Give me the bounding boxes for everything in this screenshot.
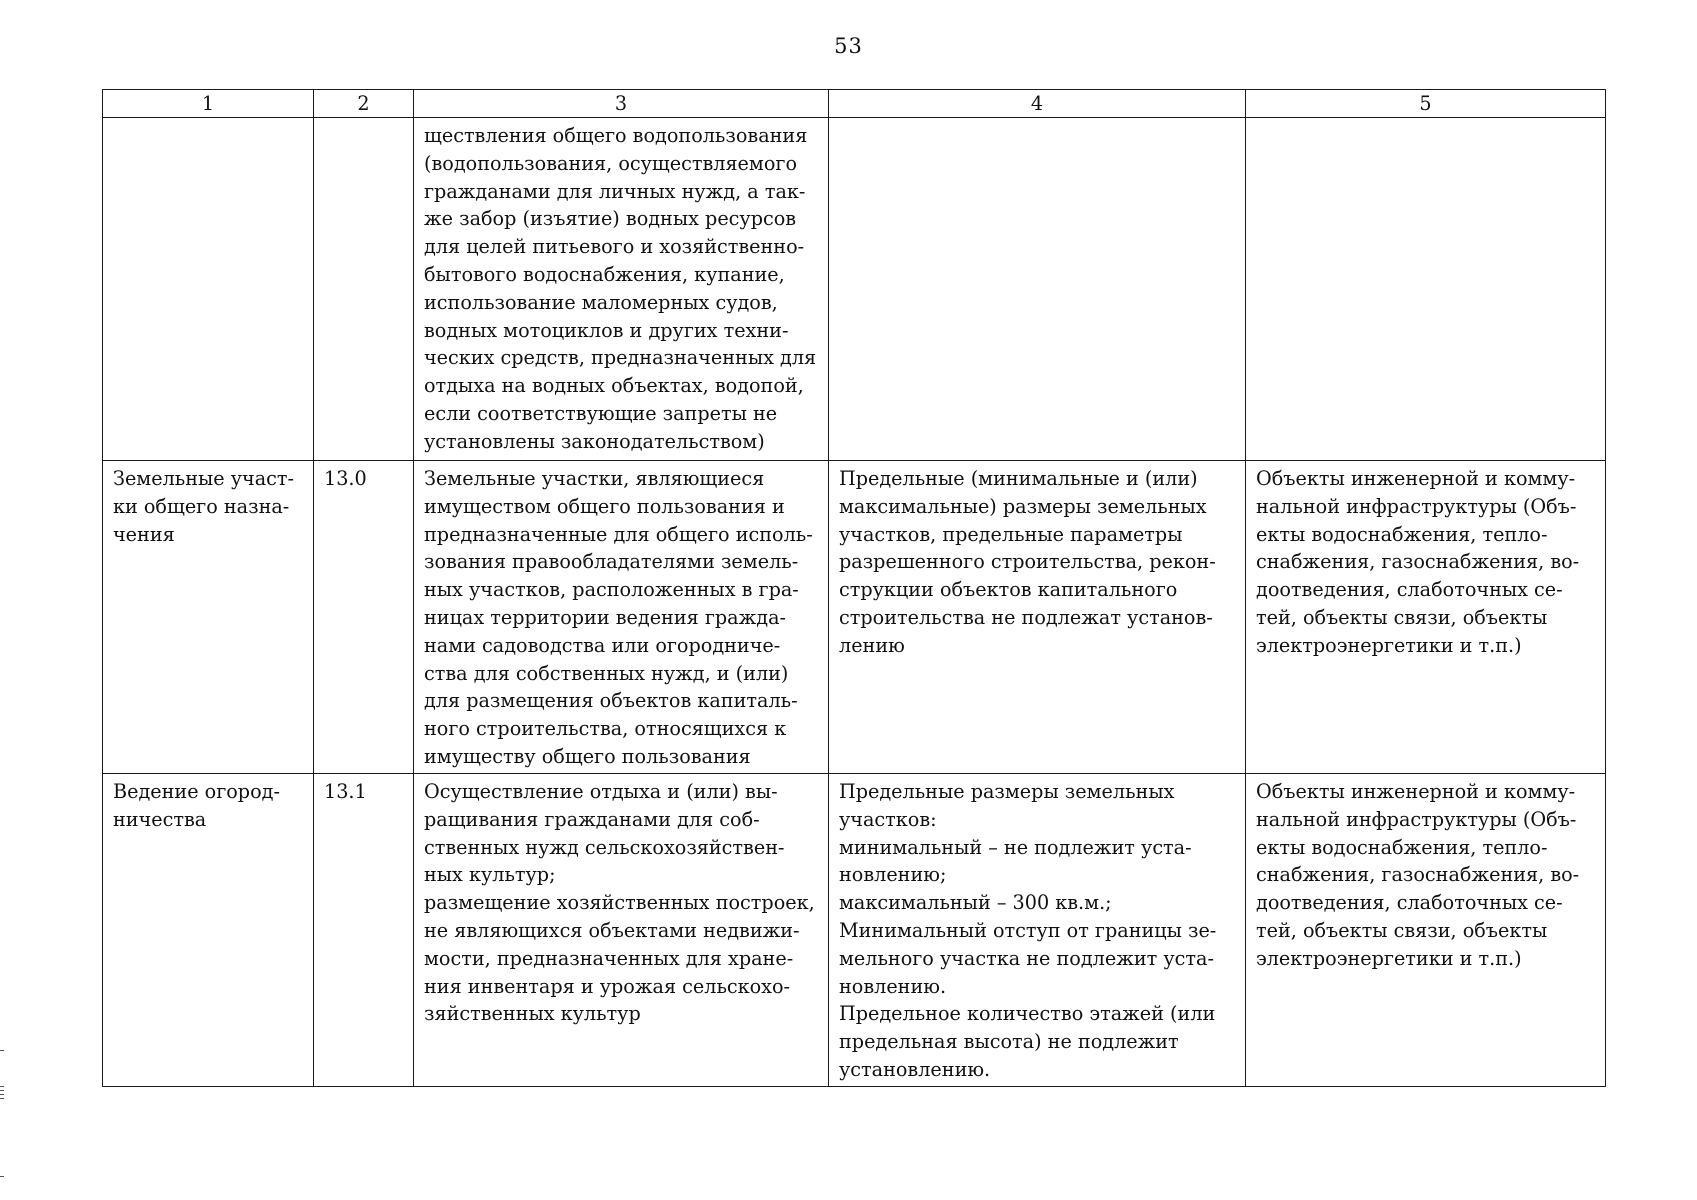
table-row [103,118,1606,461]
table-header-row [103,90,1606,118]
land-use-table [102,89,1606,1087]
land-use-name-cell: Ведение огород- ничества [103,774,314,1087]
scan-mark [0,1094,4,1095]
permitted-objects-cell: Объекты инженерной и комму- нальной инфраструктуры (Объ- екты водоснабжения, тепло- снабжения, газоснабжения, во- доотведения, слаботочных се- тей, объекты связи, объекты электроэнергетики и т.п.) [1246,461,1606,774]
land-use-code-cell [314,118,414,461]
column-header-4: 4 [829,90,1246,118]
land-use-code-cell: 13.0 [314,461,414,774]
land-use-code-cell: 13.1 [314,774,414,1087]
scan-mark [0,1098,4,1099]
scan-mark [0,1050,4,1051]
scan-edge-marks [0,1050,4,1180]
parameters-cell: Предельные (минимальные и (или) максимальные) размеры земельных участков, предельные параметры разрешенного строительства, рекон- струкции объектов капитального строительства не подлежат установ- лению [829,461,1246,774]
column-header-5: 5 [1246,90,1606,118]
land-use-description-cell: Земельные участки, являющиеся имуществом общего пользования и предназначенные для общего исполь- зования правообладателями земель- ных участков, расположенных в гра- ницах территории ведения гражда- нами садоводства или огородниче- ства для собственных нужд, и (или) для размещения объектов капиталь- ного строительства, относящихся к имуществу общего пользования [414,461,829,774]
column-header-2: 2 [314,90,414,118]
table-row [103,461,1606,774]
scan-mark [0,1086,4,1087]
page-number: 53 [834,34,863,58]
land-use-name-cell: Земельные участ- ки общего назна- чения [103,461,314,774]
permitted-objects-cell [1246,118,1606,461]
column-header-1: 1 [103,90,314,118]
permitted-objects-cell: Объекты инженерной и комму- нальной инфраструктуры (Объ- екты водоснабжения, тепло- снабжения, газоснабжения, во- доотведения, слаботочных се- тей, объекты связи, объекты электроэнергетики и т.п.) [1246,774,1606,1087]
land-use-description-cell: Осуществление отдыха и (или) вы- ращивания гражданами для соб- ственных нужд сельскохозяйствен- ных культур; размещение хозяйственных построек, не являющихся объектами недвижи- мости, предназначенных для хране- ния инвентаря и урожая сельскохо- зяйственных культур [414,774,829,1087]
parameters-cell: Предельные размеры земельных участков: минимальный – не подлежит уста- новлению; максимальный – 300 кв.м.; Минимальный отступ от границы зе- мельного участка не подлежит уста- новлению. Предельное количество этажей (или предельная высота) не подлежит установлению. [829,774,1246,1087]
parameters-cell [829,118,1246,461]
scan-mark [0,1176,4,1177]
table-row [103,774,1606,1087]
land-use-name-cell [103,118,314,461]
land-use-description-cell: ществления общего водопользования (водопользования, осуществляемого гражданами для личных нужд, а так- же забор (изъятие) водных ресурсов для целей питьевого и хозяйственно- бытового водоснабжения, купание, использование маломерных судов, водных мотоциклов и других техни- ческих средств, предназначенных для отдыха на водных объектах, водопой, если соответствующие запреты не установлены законодательством) [414,118,829,461]
scan-mark [0,1090,4,1091]
column-header-3: 3 [414,90,829,118]
